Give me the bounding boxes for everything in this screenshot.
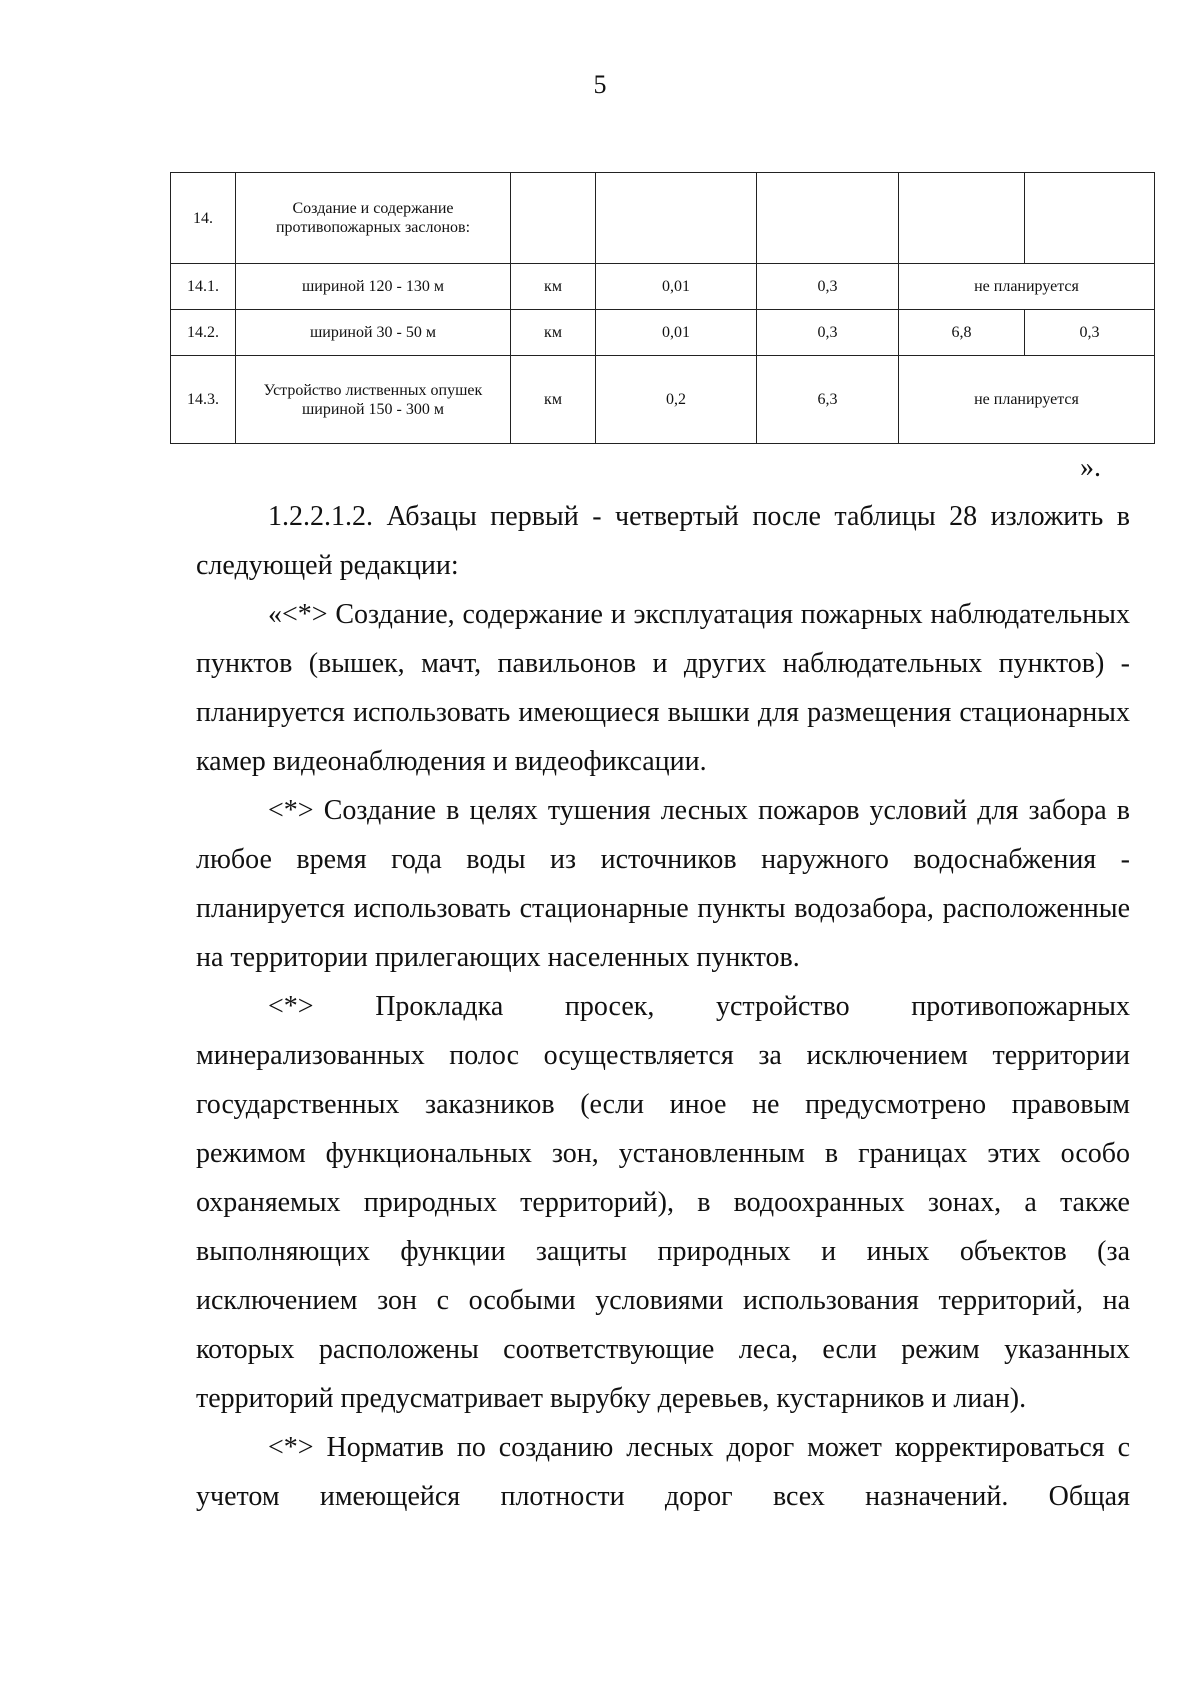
- row-number: 14.3.: [171, 356, 236, 444]
- activity-name: Создание и содержание противопожарных заслонов:: [236, 173, 511, 264]
- value-cell: 6,8: [899, 310, 1025, 356]
- value-cell: 6,3: [757, 356, 899, 444]
- table-row: [171, 173, 1155, 264]
- document-body: [196, 492, 1130, 1521]
- value-cell: [899, 173, 1025, 264]
- table-row: [171, 356, 1155, 444]
- value-cell: [757, 173, 899, 264]
- unit-cell: [511, 173, 596, 264]
- table-row: [171, 264, 1155, 310]
- value-cell: 0,3: [757, 310, 899, 356]
- value-cell: [596, 173, 757, 264]
- activity-name: шириной 120 - 130 м: [236, 264, 511, 310]
- unit-cell: км: [511, 356, 596, 444]
- table-row: [171, 310, 1155, 356]
- paragraph-water-supply: <*> Создание в целях тушения лесных пожаров условий для забора в любое время года воды из источников наружного водоснабжения - планируется использовать стационарные пункты водозабора, расположенные на территории прилегающих населенных пунктов.: [196, 795, 1130, 973]
- row-number: 14.: [171, 173, 236, 264]
- row-number: 14.1.: [171, 264, 236, 310]
- value-cell: 0,3: [757, 264, 899, 310]
- not-planned-cell: не планируется: [899, 356, 1155, 444]
- unit-cell: км: [511, 310, 596, 356]
- not-planned-cell: не планируется: [899, 264, 1155, 310]
- value-cell: 0,2: [596, 356, 757, 444]
- paragraph-amendment: 1.2.2.1.2. Абзацы первый - четвертый после таблицы 28 изложить в следующей редакции:: [196, 501, 1130, 581]
- row-number: 14.2.: [171, 310, 236, 356]
- paragraph-clearings: <*> Прокладка просек, устройство противопожарных минерализованных полос осуществляется за исключением территории государственных заказников (если иное не предусмотрено правовым режимом функциональных зон, установленным в границах этих особо охраняемых природных территорий), в водоохранных зонах, а также выполняющих функции защиты природных и иных объектов (за исключением зон с особыми условиями использования территорий, на которых расположены соответствующие леса, если режим указанных территорий предусматривает вырубку деревьев, кустарников и лиан).: [196, 991, 1130, 1414]
- paragraph-observation-posts: «<*> Создание, содержание и эксплуатация пожарных наблюдательных пунктов (вышек, мачт, павильонов и других наблюдательных пунктов) - планируется использовать имеющиеся вышки для размещения стационарных камер видеонаблюдения и видеофиксации.: [196, 599, 1130, 777]
- value-cell: 0,3: [1025, 310, 1155, 356]
- value-cell: [1025, 173, 1155, 264]
- value-cell: 0,01: [596, 310, 757, 356]
- value-cell: 0,01: [596, 264, 757, 310]
- activity-name: шириной 30 - 50 м: [236, 310, 511, 356]
- closing-quote: ».: [1080, 452, 1101, 483]
- page-number: 5: [593, 70, 607, 99]
- unit-cell: км: [511, 264, 596, 310]
- activity-name: Устройство лиственных опушек шириной 150 - 300 м: [236, 356, 511, 444]
- paragraph-forest-roads: <*> Норматив по созданию лесных дорог может корректироваться с учетом имеющейся плотности дорог всех назначений. Общая: [196, 1432, 1130, 1512]
- activities-table: [170, 172, 1155, 444]
